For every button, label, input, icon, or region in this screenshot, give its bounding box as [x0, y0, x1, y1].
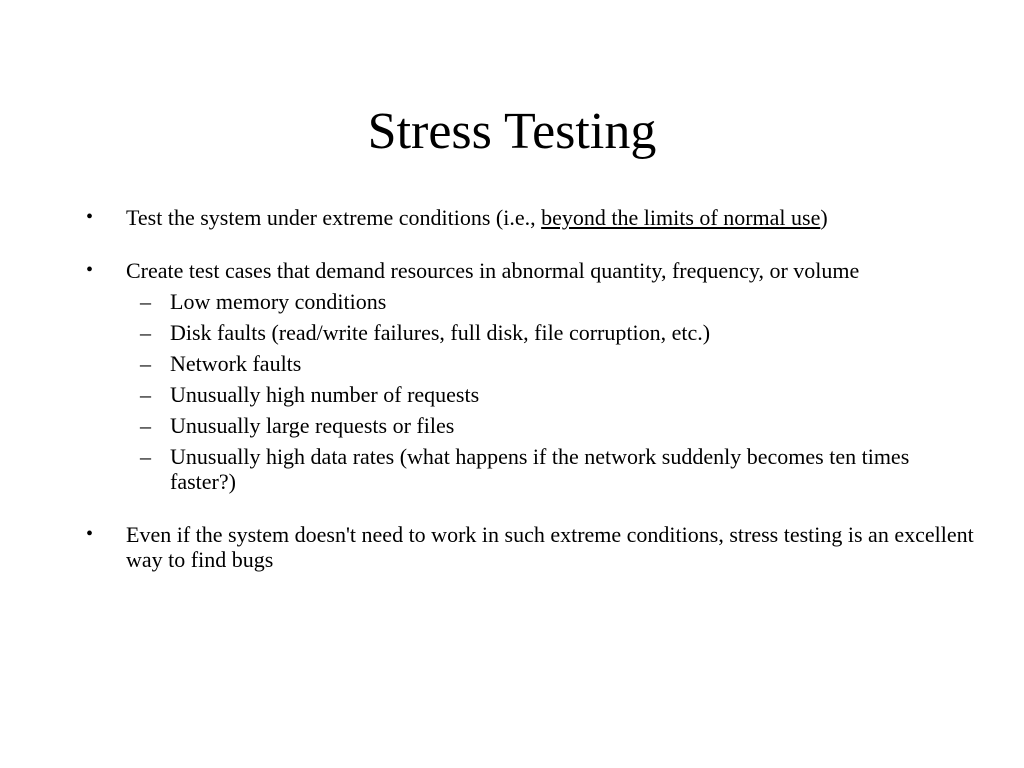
sub-bullet-item: [126, 289, 974, 314]
bullet-marker: •: [86, 523, 94, 545]
sub-bullet-item: [126, 351, 974, 376]
bullet-marker: •: [86, 259, 94, 281]
sub-bullet-text: Unusually high number of requests: [170, 382, 480, 407]
sub-bullet-marker: –: [140, 413, 151, 438]
bullet-item: [0, 205, 1024, 230]
sub-bullet-marker: –: [140, 320, 151, 345]
bullet-item: [0, 522, 1024, 572]
sub-bullet-list: [126, 289, 974, 494]
sub-bullet-text: Unusually large requests or files: [170, 413, 455, 438]
bullet-text-suffix: ): [820, 205, 828, 230]
bullet-item: [0, 258, 1024, 494]
bullet-list: [0, 205, 1024, 600]
slide-title: Stress Testing: [367, 103, 657, 160]
sub-bullet-item: [126, 382, 974, 407]
sub-bullet-marker: –: [140, 289, 151, 314]
sub-bullet-marker: –: [140, 444, 151, 469]
bullet-text: Create test cases that demand resources in abnormal quantity, frequency, or volume: [126, 258, 860, 283]
bullet-text-prefix: Test the system under extreme conditions (i.e.,: [126, 205, 542, 230]
sub-bullet-text: Network faults: [170, 351, 302, 376]
underlined-phrase: beyond the limits of normal use: [541, 205, 821, 230]
sub-bullet-marker: –: [140, 382, 151, 407]
sub-bullet-text: Unusually high data rates (what happens if the network suddenly becomes ten times faster?): [170, 444, 910, 494]
sub-bullet-item: [126, 413, 974, 438]
sub-bullet-text: Low memory conditions: [170, 289, 387, 314]
bullet-marker: •: [86, 206, 94, 228]
sub-bullet-text: Disk faults (read/write failures, full disk, file corruption, etc.): [170, 320, 711, 345]
sub-bullet-item: [126, 444, 974, 494]
sub-bullet-marker: –: [140, 351, 151, 376]
sub-bullet-item: [126, 320, 974, 345]
bullet-text: Even if the system doesn't need to work in such extreme conditions, stress testing is an excellent way to find bugs: [126, 522, 974, 572]
